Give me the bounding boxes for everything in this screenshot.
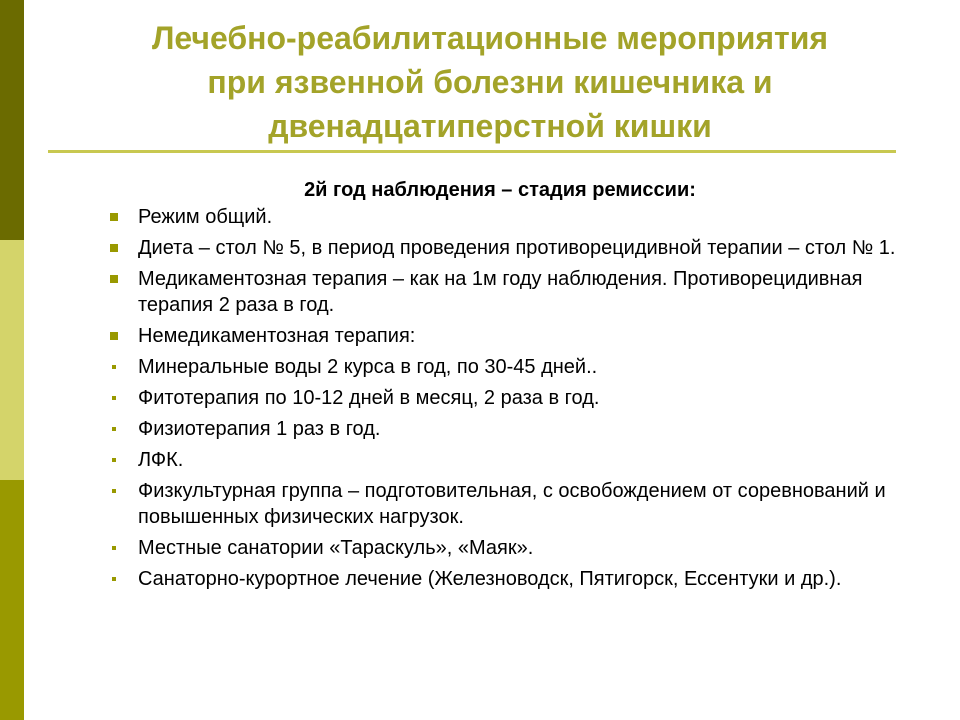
list-item: [108, 354, 928, 380]
side-stripe-middle: [0, 240, 24, 480]
list-item-text: Физиотерапия 1 раз в год.: [138, 418, 381, 440]
title-line-2: при язвенной болезни кишечника и: [207, 64, 773, 100]
square-bullet-icon: [110, 244, 118, 252]
square-bullet-icon: [110, 275, 118, 283]
small-bullet-icon: [112, 365, 116, 369]
side-stripe-bottom: [0, 480, 24, 720]
list-item: [108, 266, 928, 318]
small-bullet-icon: [112, 577, 116, 581]
list-item: [108, 235, 928, 261]
list-item-text: Минеральные воды 2 курса в год, по 30-45 дней..: [138, 356, 598, 378]
title-line-1: Лечебно-реабилитационные мероприятия: [151, 20, 829, 56]
list-item-text: Санаторно-курортное лечение (Железноводск, Пятигорск, Ессентуки и др.).: [138, 568, 842, 590]
small-bullet-icon: [112, 458, 116, 462]
small-bullet-icon: [112, 396, 116, 400]
list-item-text: ЛФК.: [138, 449, 184, 471]
title-divider: [48, 150, 896, 153]
list-item-text: Местные санатории «Тараскуль», «Маяк».: [138, 537, 534, 559]
list-item: [108, 204, 928, 230]
square-bullet-icon: [110, 332, 118, 340]
list-item: [108, 416, 928, 442]
list-item-text: Режим общий.: [138, 206, 273, 228]
small-bullet-icon: [112, 489, 116, 493]
list-item-text: Немедикаментозная терапия:: [138, 325, 416, 347]
square-bullet-icon: [110, 213, 118, 221]
slide-subtitle: 2й год наблюдения – стадия ремиссии:: [304, 179, 696, 201]
list-item: [108, 478, 928, 530]
list-item: [108, 566, 928, 592]
list-item-text: Физкультурная группа – подготовительная, с освобождением от соревнований и повышенных физических нагрузок.: [138, 480, 886, 528]
list-item-text: Фитотерапия по 10-12 дней в месяц, 2 раза в год.: [138, 387, 600, 409]
list-item-text: Диета – стол № 5, в период проведения противорецидивной терапии – стол № 1.: [138, 237, 896, 259]
side-stripe-top: [0, 0, 24, 240]
small-bullet-icon: [112, 546, 116, 550]
list-item: [108, 535, 928, 561]
slide-title: [40, 16, 940, 148]
list-item: [108, 323, 928, 349]
title-line-3: двенадцатиперстной кишки: [268, 108, 712, 144]
list-item: [108, 447, 928, 473]
list-item: [108, 385, 928, 411]
list-item-text: Медикаментозная терапия – как на 1м году наблюдения. Противорецидивная терапия 2 раза в год.: [138, 268, 863, 316]
bullet-list: [108, 204, 928, 597]
small-bullet-icon: [112, 427, 116, 431]
